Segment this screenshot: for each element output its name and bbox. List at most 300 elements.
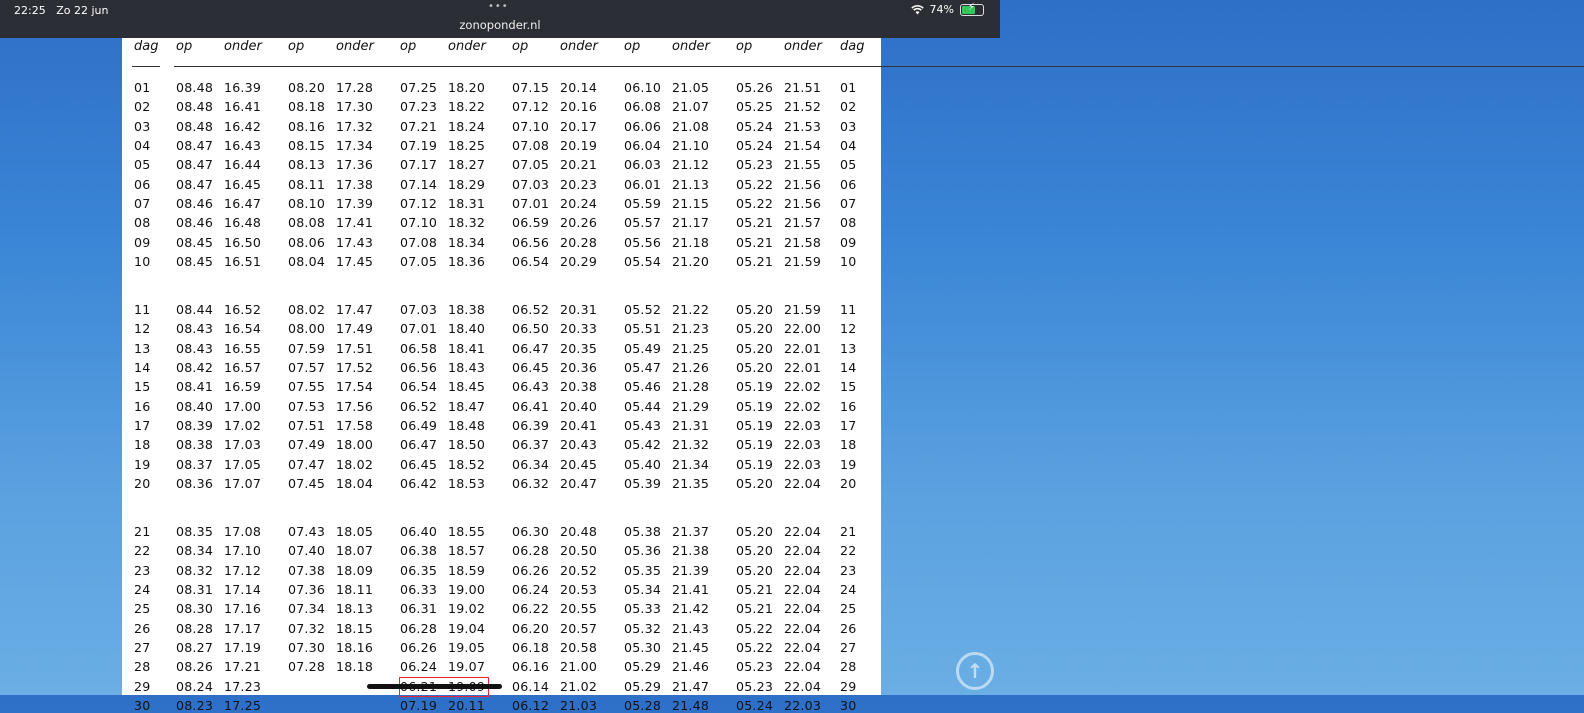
sunrise-cell: 07.03 [512,176,550,192]
sunset-cell: 17.49 [336,321,374,337]
sunset-cell: 20.43 [560,437,598,453]
sunrise-cell: 05.19 [736,398,774,414]
column-header: op [736,39,753,54]
sunrise-cell: 05.25 [736,99,774,115]
sunrise-cell: 06.42 [400,476,438,492]
sunrise-cell: 06.28 [512,543,550,559]
column-header: onder [560,39,598,54]
sunset-cell: 16.50 [224,234,262,250]
sunset-cell: 16.41 [224,99,262,115]
sunrise-cell: 05.24 [736,138,774,154]
day-cell: 16 [840,398,857,414]
sunset-cell: 21.26 [672,360,710,376]
day-cell: 12 [840,321,857,337]
sunset-cell: 22.04 [784,620,822,636]
sunrise-cell: 05.33 [624,601,662,617]
day-cell: 08 [840,215,857,231]
sunrise-cell: 05.42 [624,437,662,453]
sunset-cell: 21.15 [672,196,710,212]
sunrise-cell: 05.39 [624,476,662,492]
sunrise-cell: 08.04 [288,254,326,270]
sunrise-cell: 05.38 [624,524,662,539]
sunrise-cell: 07.12 [400,196,438,212]
sunrise-cell: 08.18 [288,99,326,115]
sunset-cell: 18.45 [448,379,486,395]
sunrise-cell: 07.23 [400,99,438,115]
sunset-cell: 21.51 [784,80,822,95]
tab-dots-icon[interactable]: ••• [488,1,509,12]
sunset-cell: 16.59 [224,379,262,395]
sunrise-cell: 07.05 [400,254,438,270]
sunrise-cell: 07.14 [400,176,438,192]
sunrise-cell: 06.41 [512,398,550,414]
sunset-cell: 22.03 [784,437,822,453]
sunset-cell: 18.34 [448,234,486,250]
sunset-cell: 20.14 [560,80,598,95]
sunset-cell: 20.57 [560,620,598,636]
sunrise-cell: 05.19 [736,456,774,472]
sunrise-cell: 06.47 [400,437,438,453]
sunset-cell: 21.20 [672,254,710,270]
url-bar[interactable]: zonoponder.nl [459,18,541,32]
sunset-cell: 17.28 [336,80,374,95]
sunset-cell: 17.38 [336,176,374,192]
sunrise-cell: 05.21 [736,254,774,270]
sunset-cell: 20.50 [560,543,598,559]
sunset-cell: 17.32 [336,118,374,134]
sunset-cell: 16.55 [224,340,262,356]
sunset-cell: 20.38 [560,379,598,395]
sunset-cell: 18.52 [448,456,486,472]
day-cell: 17 [840,418,857,434]
sunrise-cell: 07.59 [288,340,326,356]
sunset-cell: 18.13 [336,601,374,617]
sunrise-cell: 06.06 [624,118,662,134]
battery-icon: ⚡ [960,4,984,16]
sunset-cell: 18.00 [336,437,374,453]
column-header: op [288,39,305,54]
sunset-cell: 19.07 [448,659,486,675]
sunrise-cell: 07.17 [400,157,438,173]
sunrise-cell: 06.35 [400,562,438,578]
sunset-cell: 18.59 [448,562,486,578]
sunset-cell: 16.42 [224,118,262,134]
sunrise-cell: 07.28 [288,659,326,675]
sunset-cell: 17.08 [224,524,262,539]
sunrise-cell: 05.29 [624,659,662,675]
sunset-cell: 18.50 [448,437,486,453]
sunset-cell: 22.04 [784,543,822,559]
sunrise-cell: 08.36 [176,476,214,492]
sunset-cell: 18.15 [336,620,374,636]
sunrise-cell: 07.38 [288,562,326,578]
sunrise-cell: 08.30 [176,601,214,617]
sunrise-cell: 07.10 [512,118,550,134]
sunset-cell: 17.19 [224,640,262,656]
table-header [122,38,881,68]
sunset-cell: 21.43 [672,620,710,636]
sunrise-cell: 05.28 [624,698,662,713]
sunrise-cell: 05.40 [624,456,662,472]
sunset-cell: 17.16 [224,601,262,617]
sunrise-cell: 05.20 [736,302,774,317]
sunset-cell: 21.32 [672,437,710,453]
sunset-cell: 20.41 [560,418,598,434]
sunset-cell: 18.48 [448,418,486,434]
sunset-cell: 17.39 [336,196,374,212]
sunset-cell: 18.57 [448,543,486,559]
column-header: dag [134,39,159,54]
sunset-cell: 21.58 [784,234,822,250]
sunset-cell: 18.38 [448,302,486,317]
sunset-cell: 22.03 [784,418,822,434]
day-cell: 20 [840,476,857,492]
sunrise-cell: 06.52 [512,302,550,317]
sunset-cell: 17.45 [336,254,374,270]
sunrise-cell: 05.57 [624,215,662,231]
sunrise-cell: 05.46 [624,379,662,395]
sunrise-cell: 05.22 [736,640,774,656]
sunrise-cell: 07.12 [512,99,550,115]
day-cell: 14 [134,360,151,376]
day-cell: 11 [840,302,857,317]
sunrise-cell: 06.26 [512,562,550,578]
sunset-cell: 18.36 [448,254,486,270]
column-header: op [400,39,417,54]
sunset-cell: 18.43 [448,360,486,376]
sunset-cell: 18.18 [336,659,374,675]
sunset-cell: 18.32 [448,215,486,231]
column-header: onder [448,39,486,54]
sunset-cell: 20.58 [560,640,598,656]
sunrise-cell: 05.22 [736,176,774,192]
sunset-cell: 21.53 [784,118,822,134]
sunset-cell: 20.53 [560,582,598,598]
sunset-cell: 17.56 [336,398,374,414]
arrow-up-icon: ↑ [966,659,984,683]
day-cell: 28 [134,659,151,675]
sunrise-cell: 08.16 [288,118,326,134]
sunset-cell: 16.44 [224,157,262,173]
day-cell: 23 [840,562,857,578]
sunrise-cell: 08.46 [176,215,214,231]
day-cell: 13 [840,340,857,356]
day-cell: 06 [134,176,151,192]
sunrise-cell: 07.36 [288,582,326,598]
column-header: onder [672,39,710,54]
sunset-cell: 21.29 [672,398,710,414]
sunset-cell: 17.00 [224,398,262,414]
sunset-cell: 21.54 [784,138,822,154]
day-cell: 06 [840,176,857,192]
sunset-cell: 17.07 [224,476,262,492]
sunset-cell: 18.09 [336,562,374,578]
sunrise-cell: 05.26 [736,80,774,95]
sunrise-cell: 05.49 [624,340,662,356]
sunset-cell: 20.35 [560,340,598,356]
sunrise-cell: 06.47 [512,340,550,356]
sunrise-cell: 06.26 [400,640,438,656]
sunrise-cell: 05.23 [736,678,774,694]
sunrise-cell: 08.37 [176,456,214,472]
sunset-cell: 16.45 [224,176,262,192]
sunset-cell: 20.21 [560,157,598,173]
sunrise-cell: 06.59 [512,215,550,231]
sunset-cell: 21.38 [672,543,710,559]
sunrise-cell: 05.20 [736,321,774,337]
sunset-cell: 21.39 [672,562,710,578]
column-header: op [624,39,641,54]
sunset-cell: 20.33 [560,321,598,337]
sunset-cell: 21.02 [560,678,598,694]
scroll-to-top-button[interactable] [956,652,994,690]
day-cell: 04 [134,138,151,154]
sunrise-cell: 05.47 [624,360,662,376]
sunset-cell: 18.31 [448,196,486,212]
sunrise-cell: 08.26 [176,659,214,675]
sunrise-cell: 08.46 [176,196,214,212]
sunset-cell: 20.23 [560,176,598,192]
sunrise-cell: 05.34 [624,582,662,598]
day-cell: 24 [840,582,857,598]
sunrise-cell: 07.08 [400,234,438,250]
sunset-cell: 22.02 [784,398,822,414]
sunrise-cell: 06.30 [512,524,550,539]
sunrise-cell: 06.14 [512,678,550,694]
sunset-cell: 18.55 [448,524,486,539]
sunset-cell: 17.17 [224,620,262,636]
sunrise-cell: 05.44 [624,398,662,414]
sunset-cell: 20.40 [560,398,598,414]
sunrise-cell: 05.20 [736,524,774,539]
day-cell: 19 [134,456,151,472]
day-cell: 29 [134,678,151,694]
day-cell: 26 [840,620,857,636]
sunset-cell: 19.04 [448,620,486,636]
sunrise-cell: 08.20 [288,80,326,95]
sunrise-cell: 06.56 [400,360,438,376]
sunset-cell: 22.01 [784,340,822,356]
sunset-cell: 17.54 [336,379,374,395]
column-header: op [176,39,193,54]
sunset-cell: 21.22 [672,302,710,317]
sunrise-cell: 06.50 [512,321,550,337]
column-header: onder [784,39,822,54]
sunrise-cell: 05.29 [624,678,662,694]
sunrise-cell: 06.33 [400,582,438,598]
sunset-cell: 18.24 [448,118,486,134]
sunset-cell: 18.04 [336,476,374,492]
sunrise-cell: 06.01 [624,176,662,192]
day-cell: 27 [840,640,857,656]
day-cell: 25 [134,601,151,617]
sunrise-cell: 05.20 [736,360,774,376]
sunrise-cell: 07.49 [288,437,326,453]
sunset-cell: 21.03 [560,698,598,713]
sunset-cell: 20.31 [560,302,598,317]
sunset-cell: 21.25 [672,340,710,356]
sunset-cell: 17.23 [224,678,262,694]
sunrise-cell: 05.56 [624,234,662,250]
sunrise-cell: 06.45 [512,360,550,376]
day-cell: 05 [134,157,151,173]
sunrise-cell: 08.48 [176,99,214,115]
sunset-cell: 20.26 [560,215,598,231]
sunrise-cell: 07.53 [288,398,326,414]
day-cell: 15 [134,379,151,395]
sunrise-cell: 07.19 [400,698,438,713]
sunset-cell: 16.54 [224,321,262,337]
sunset-cell: 17.21 [224,659,262,675]
day-cell: 16 [134,398,151,414]
sunset-cell: 17.36 [336,157,374,173]
day-cell: 30 [840,698,857,713]
day-cell: 11 [134,302,151,317]
sunset-cell: 22.03 [784,698,822,713]
sunrise-cell: 05.24 [736,698,774,713]
sunset-cell: 18.22 [448,99,486,115]
sunset-cell: 21.46 [672,659,710,675]
header-rule [132,66,160,67]
day-cell: 03 [840,118,857,134]
sunrise-cell: 08.10 [288,196,326,212]
sunrise-cell: 08.23 [176,698,214,713]
sunrise-cell: 05.19 [736,379,774,395]
sunrise-cell: 07.25 [400,80,438,95]
sunset-cell: 19.02 [448,601,486,617]
sunrise-cell: 06.31 [400,601,438,617]
sunrise-cell: 05.43 [624,418,662,434]
sunrise-cell: 06.20 [512,620,550,636]
sunrise-cell: 08.15 [288,138,326,154]
battery-percent: 74% [929,3,954,16]
day-cell: 04 [840,138,857,154]
sunrise-cell: 08.13 [288,157,326,173]
sunrise-cell: 05.21 [736,234,774,250]
day-cell: 02 [840,99,857,115]
day-cell: 17 [134,418,151,434]
sunrise-cell: 05.23 [736,659,774,675]
sunset-cell: 22.04 [784,640,822,656]
sunrise-cell: 06.18 [512,640,550,656]
home-indicator[interactable] [367,684,502,689]
sunset-cell: 21.13 [672,176,710,192]
sunset-cell: 19.05 [448,640,486,656]
sunset-cell: 22.02 [784,379,822,395]
sunrise-cell: 06.40 [400,524,438,539]
sunset-cell: 21.17 [672,215,710,231]
day-cell: 10 [840,254,857,270]
sunset-cell: 21.31 [672,418,710,434]
sunset-cell: 20.29 [560,254,598,270]
day-cell: 22 [840,543,857,559]
sunrise-cell: 08.47 [176,176,214,192]
day-cell: 03 [134,118,151,134]
sunrise-cell: 05.52 [624,302,662,317]
sunset-cell: 17.34 [336,138,374,154]
sunrise-cell: 05.54 [624,254,662,270]
sunrise-cell: 08.48 [176,80,214,95]
sunrise-cell: 05.22 [736,620,774,636]
sunrise-cell: 05.51 [624,321,662,337]
day-cell: 01 [134,80,151,95]
sunrise-cell: 06.49 [400,418,438,434]
day-cell: 19 [840,456,857,472]
sunrise-cell: 08.43 [176,340,214,356]
sunrise-cell: 06.28 [400,620,438,636]
day-cell: 29 [840,678,857,694]
sunrise-cell: 06.38 [400,543,438,559]
sunset-cell: 17.03 [224,437,262,453]
sunset-cell: 20.48 [560,524,598,539]
sunrise-cell: 08.38 [176,437,214,453]
sunset-cell: 22.00 [784,321,822,337]
sunset-cell: 22.04 [784,678,822,694]
sunrise-cell: 05.21 [736,215,774,231]
sunrise-cell: 06.10 [624,80,662,95]
sunrise-cell: 08.27 [176,640,214,656]
sunset-cell: 18.41 [448,340,486,356]
sunset-cell: 21.59 [784,302,822,317]
sunset-cell: 20.28 [560,234,598,250]
sunrise-cell: 05.19 [736,437,774,453]
sunset-cell: 20.17 [560,118,598,134]
sunset-cell: 17.30 [336,99,374,115]
sunset-cell: 17.10 [224,543,262,559]
day-cell: 22 [134,543,151,559]
day-cell: 20 [134,476,151,492]
sunset-cell: 18.11 [336,582,374,598]
sunset-cell: 17.05 [224,456,262,472]
sunrise-cell: 08.47 [176,138,214,154]
sunset-cell: 21.59 [784,254,822,270]
sunrise-cell: 08.44 [176,302,214,317]
sunset-cell: 20.55 [560,601,598,617]
wifi-icon [911,5,924,15]
sunset-cell: 21.08 [672,118,710,134]
sunset-cell: 18.05 [336,524,374,539]
sunrise-cell: 07.32 [288,620,326,636]
sunrise-cell: 06.34 [512,456,550,472]
sunrise-cell: 05.59 [624,196,662,212]
sunset-cell: 16.47 [224,196,262,212]
sunrise-cell: 07.57 [288,360,326,376]
sunrise-sunset-table [122,38,881,713]
sunrise-cell: 07.15 [512,80,550,95]
sunset-cell: 18.07 [336,543,374,559]
sunset-cell: 21.07 [672,99,710,115]
sunrise-cell: 08.06 [288,234,326,250]
sunset-cell: 17.12 [224,562,262,578]
header-rule [838,66,1584,67]
sunset-cell: 18.20 [448,80,486,95]
sunrise-cell: 06.16 [512,659,550,675]
sunset-cell: 22.03 [784,456,822,472]
sunset-cell: 22.04 [784,601,822,617]
sunset-cell: 17.41 [336,215,374,231]
sunset-cell: 17.25 [224,698,262,713]
sunset-cell: 19.00 [448,582,486,598]
day-cell: 07 [840,196,857,212]
sunrise-cell: 05.24 [736,118,774,134]
sunset-cell: 21.35 [672,476,710,492]
day-cell: 18 [840,437,857,453]
sunrise-cell: 08.39 [176,418,214,434]
sunrise-cell: 07.10 [400,215,438,231]
day-cell: 21 [134,524,151,539]
day-cell: 23 [134,562,151,578]
day-cell: 27 [134,640,151,656]
